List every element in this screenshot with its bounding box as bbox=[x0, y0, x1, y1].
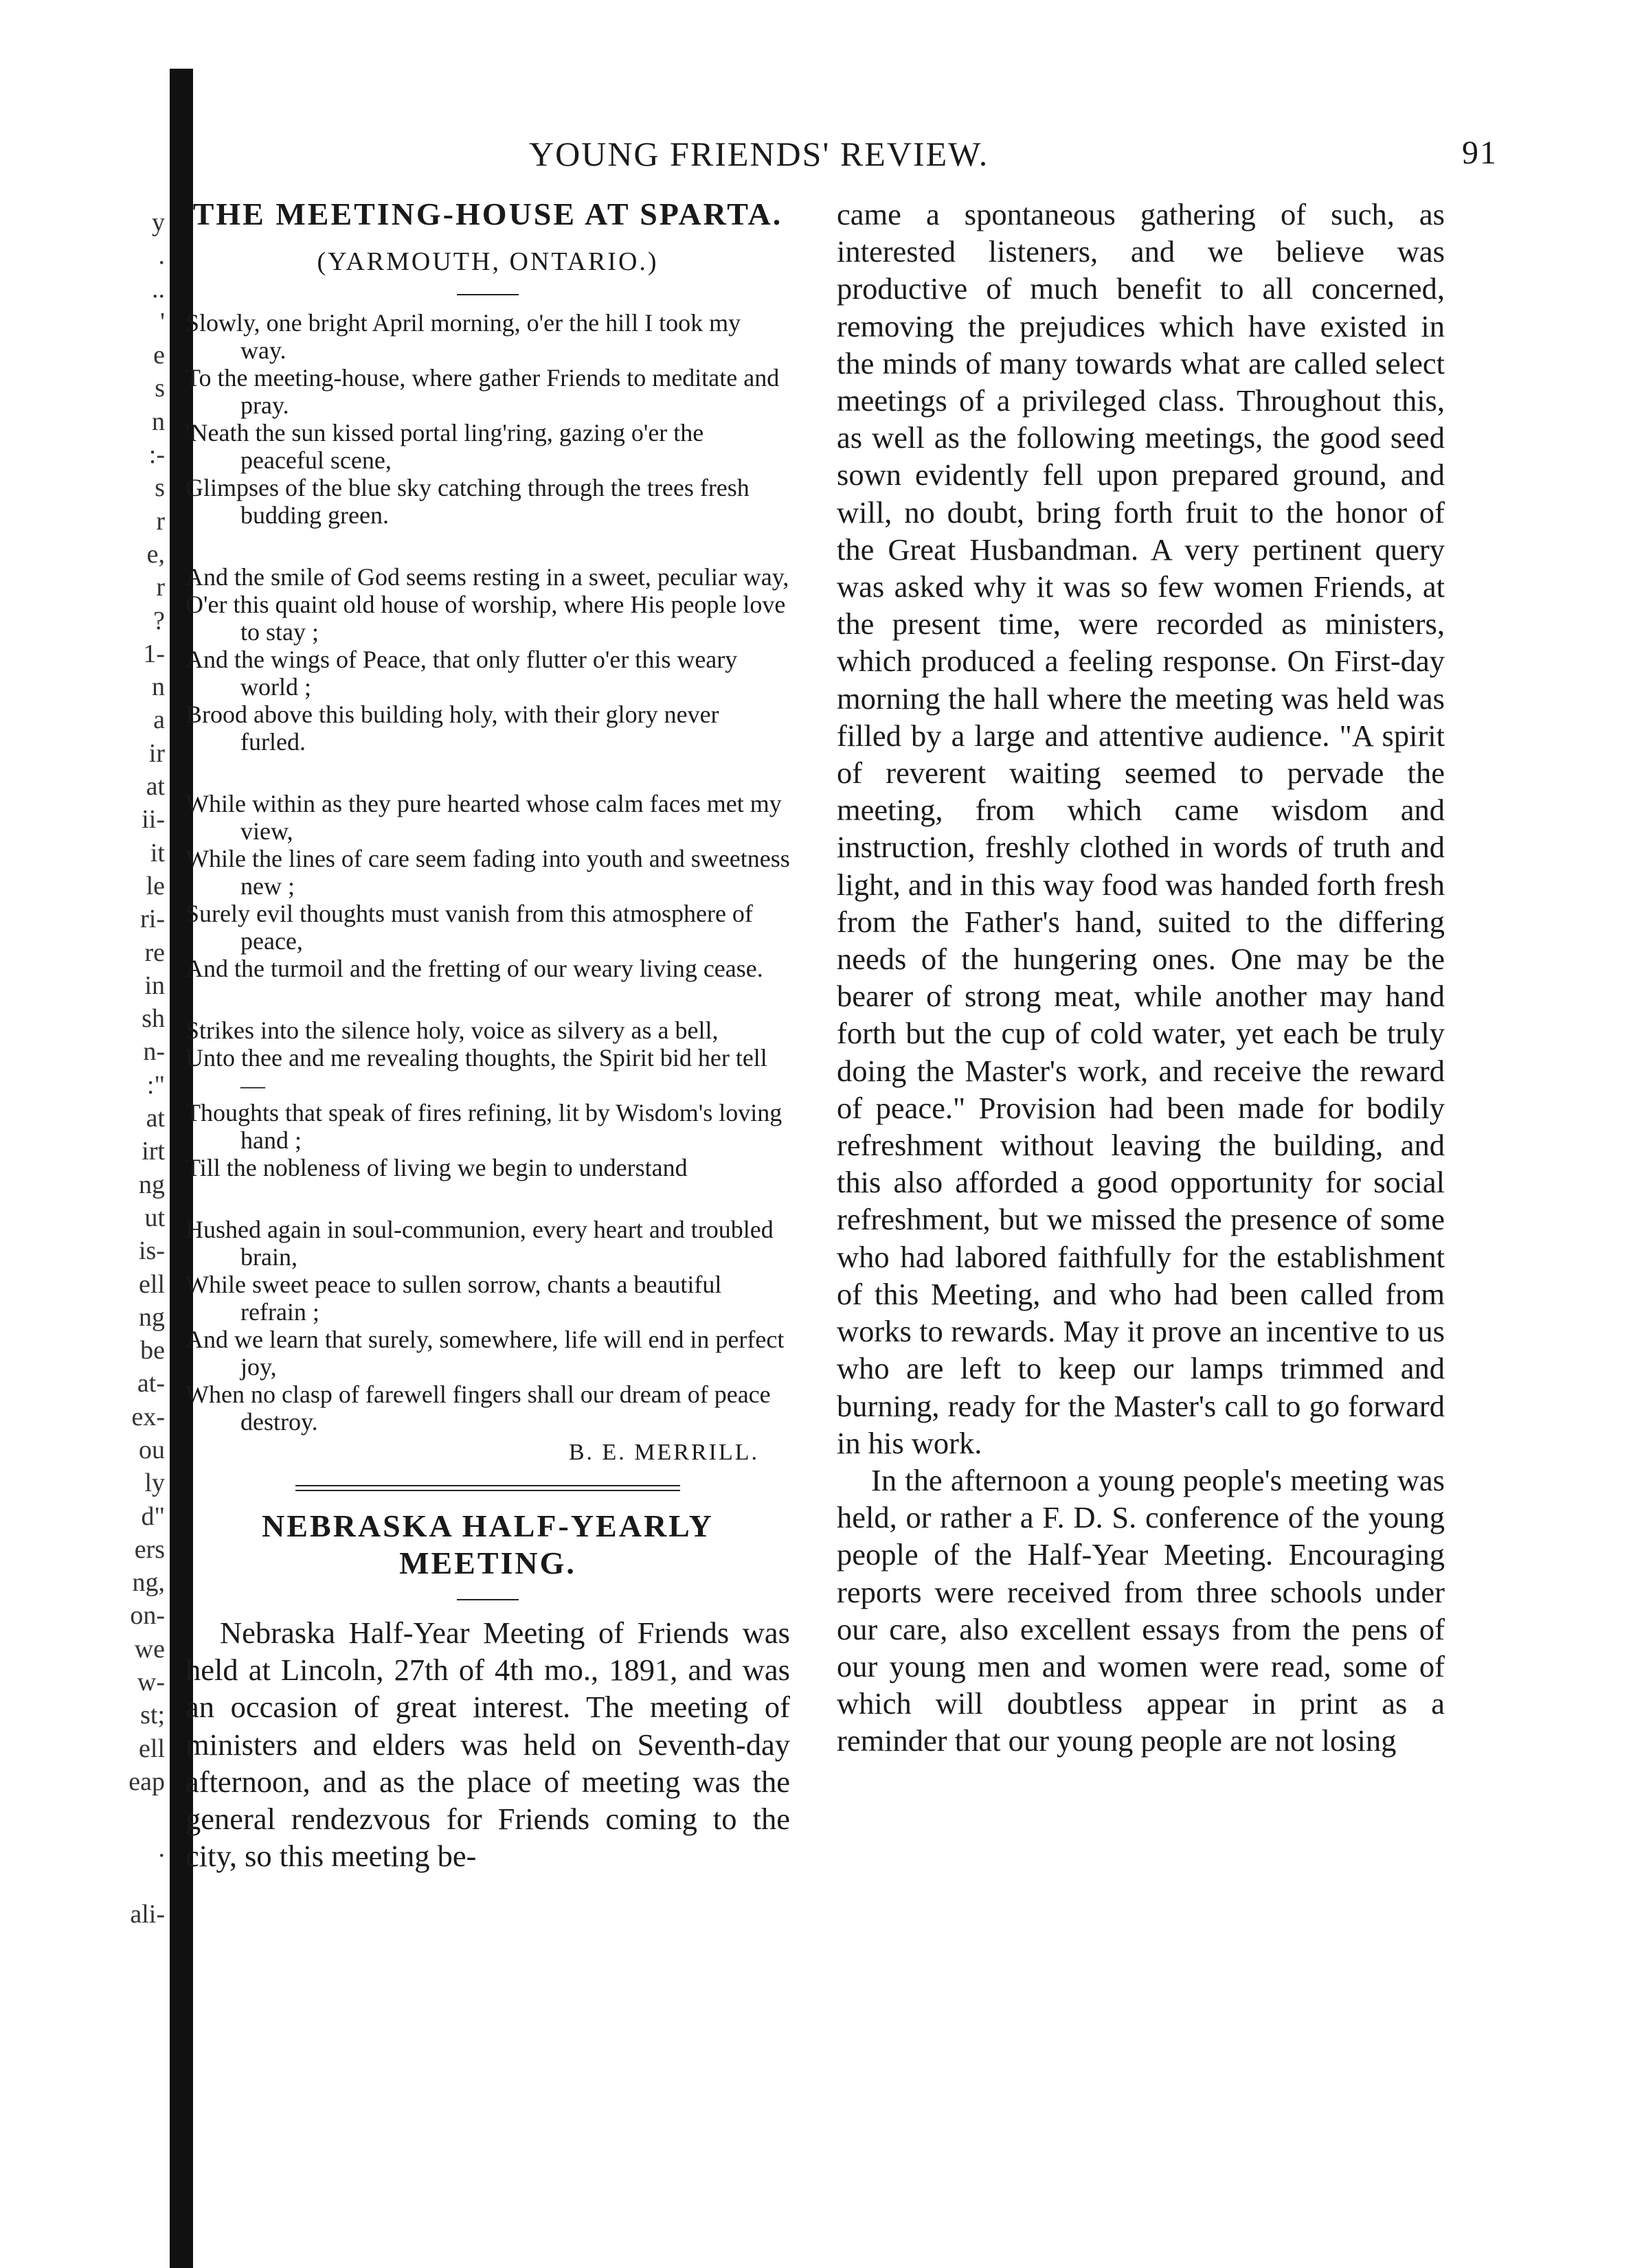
margin-fragment: .. bbox=[152, 274, 165, 304]
margin-fragment: s bbox=[155, 374, 165, 403]
margin-fragment: ut bbox=[144, 1203, 165, 1232]
margin-fragment: le bbox=[146, 871, 165, 900]
margin-fragment: ng bbox=[139, 1302, 165, 1332]
poem-stanza bbox=[185, 1017, 790, 1181]
margin-fragment: a bbox=[153, 705, 165, 735]
poem-line: While within as they pure hearted whose calm faces met my view, bbox=[185, 790, 782, 845]
poem-line: Unto thee and me revealing thoughts, the Spirit bid her tell— bbox=[185, 1044, 767, 1099]
margin-fragment: it bbox=[150, 838, 165, 867]
poem-line: And the smile of God seems resting in a sweet, peculiar way, bbox=[185, 563, 789, 591]
poem-line: Surely evil thoughts must vanish from this atmosphere of peace, bbox=[185, 900, 753, 955]
poem-line: 'Neath the sun kissed portal ling'ring, gazing o'er the peaceful scene, bbox=[185, 419, 704, 474]
poem-line: Slowly, one bright April morning, o'er the hill I took my way. bbox=[185, 309, 741, 364]
margin-fragment: r bbox=[156, 573, 165, 602]
page-header bbox=[192, 134, 1498, 182]
margin-fragment: n bbox=[152, 672, 165, 702]
margin-fragment: eap bbox=[128, 1767, 165, 1796]
margin-fragment: at bbox=[146, 772, 165, 802]
margin-fragment: d" bbox=[141, 1501, 165, 1531]
article-title-rule bbox=[457, 1599, 519, 1600]
article-paragraph-left: Nebraska Half-Year Meeting of Friends was held at Lincoln, 27th of 4th mo., 1891, and was an occasion of great interest. The meeting of ministers and elders was held on Seventh-day afternoon, and as the place of meeting was the general rendezvous for Friends coming to the city, so this meeting be- bbox=[185, 1615, 790, 1874]
margin-fragment: ell bbox=[139, 1269, 165, 1299]
margin-fragment: ' bbox=[160, 307, 165, 337]
margin-fragment: :- bbox=[148, 440, 165, 470]
margin-fragment: e bbox=[153, 341, 165, 370]
margin-fragment: . bbox=[158, 241, 165, 271]
margin-fragment: at- bbox=[137, 1369, 165, 1398]
margin-fragment: ell bbox=[139, 1734, 165, 1763]
margin-fragment: ri- bbox=[140, 905, 165, 934]
section-divider bbox=[295, 1485, 680, 1491]
poem-line: And we learn that surely, somewhere, life will end in perfect joy, bbox=[185, 1326, 785, 1381]
margin-fragment: at bbox=[146, 1104, 165, 1133]
margin-fragment: n- bbox=[143, 1037, 165, 1067]
margin-fragment: ? bbox=[153, 606, 165, 635]
right-column bbox=[837, 196, 1445, 1760]
poem-author: B. E. MERRILL. bbox=[568, 1440, 759, 1465]
margin-fragment: s bbox=[155, 473, 165, 503]
poem-line: When no clasp of farewell fingers shall our dream of peace destroy. bbox=[185, 1381, 771, 1436]
margin-fragment: ii- bbox=[142, 805, 165, 835]
poem-line: Glimpses of the blue sky catching through the trees fresh budding green. bbox=[185, 474, 750, 529]
page-number: 91 bbox=[1462, 135, 1498, 171]
margin-fragment: be bbox=[140, 1336, 165, 1365]
article-paragraph-right-1: came a spontaneous gathering of such, as interested listeners, and we believe was productive of much benefit to all concerned, removing the prejudices which have existed in the minds of many towards what are called select meetings of a privileged class. Throughout this, as well as the following meetings, the good seed sown evidently fell upon prepared ground, and will, no doubt, bring forth fruit to the honor of the Great Husbandman. A very pertinent query was asked why it was so few women Friends, at the present time, were recorded as ministers, which produced a feeling response. On First-day morning the hall where the meeting was held was filled by a large and attentive audience. "A spirit of reverent waiting seemed to pervade the meeting, from which came wisdom and instruction, freshly clothed in words of truth and light, and in this way food was handed forth fresh from the Father's hand, suited to the differing needs of the hungering ones. One may be the bearer of strong meat, while another may hand forth but the cup of cold water, yet each be truly doing the Master's work, and receive the reward of peace." Provision had been made for bodily refreshment without leaving the building, and this also afforded a good opportunity for social refreshment, but we missed the presence of some who had labored faithfully for the establishment of this Meeting, and who had been called from works to rewards. May it prove an incentive to us who are left to keep our lamps trimmed and burning, ready for the Master's call to go forward in his work. bbox=[837, 197, 1445, 1460]
poem-line: And the wings of Peace, that only flutter o'er this weary world ; bbox=[185, 646, 738, 701]
margin-fragment bbox=[0, 1798, 165, 1831]
title-rule bbox=[457, 294, 519, 295]
poem-line: Thoughts that speak of fires refining, lit by Wisdom's loving hand ; bbox=[185, 1099, 782, 1154]
margin-fragment: ou bbox=[139, 1435, 165, 1464]
margin-fragment: st; bbox=[140, 1701, 165, 1730]
left-column bbox=[185, 196, 790, 1874]
poem-line: And the turmoil and the fretting of our weary living cease. bbox=[185, 955, 763, 982]
margin-fragment: 1- bbox=[143, 639, 165, 668]
poem-line: O'er this quaint old house of worship, where His people love to stay ; bbox=[185, 591, 786, 646]
poem-line: Hushed again in soul-communion, every heart and troubled brain, bbox=[185, 1216, 774, 1271]
margin-fragment: we bbox=[134, 1634, 165, 1664]
margin-fragment: is- bbox=[139, 1236, 165, 1266]
margin-fragment: ly bbox=[144, 1468, 165, 1498]
poem-stanza bbox=[185, 563, 790, 756]
margin-fragment: w- bbox=[137, 1668, 165, 1697]
poem-stanza bbox=[185, 309, 790, 529]
margin-fragment: ex- bbox=[131, 1402, 165, 1431]
margin-fragment: irt bbox=[142, 1137, 165, 1166]
article-paragraph-right-2: In the afternoon a young people's meeting was held, or rather a F. D. S. conference of the young people of the Half-Year Meeting. Encouraging reports were received from three schools under our care, also excellent essays from the pens of our young men and women were read, some of which will doubtless appear in print as a reminder that our young people are not losing bbox=[837, 1462, 1445, 1758]
poem-body bbox=[185, 309, 790, 1436]
margin-fragment: . bbox=[158, 1833, 165, 1863]
margin-fragment: r bbox=[156, 506, 165, 536]
margin-fragment: in bbox=[144, 971, 165, 1000]
margin-fragment: on- bbox=[130, 1601, 165, 1631]
article-title: NEBRASKA HALF-YEARLY MEETING. bbox=[262, 1508, 714, 1580]
poem-line: Till the nobleness of living we begin to understand bbox=[185, 1154, 688, 1181]
margin-fragment: ir bbox=[148, 738, 165, 768]
poem-line: Strikes into the silence holy, voice as silvery as a bell, bbox=[185, 1017, 719, 1044]
margin-fragment: :" bbox=[146, 1070, 165, 1100]
poem-subtitle: (YARMOUTH, ONTARIO.) bbox=[317, 247, 659, 276]
margin-fragment: re bbox=[144, 938, 165, 967]
poem-line: Brood above this building holy, with their glory never furled. bbox=[185, 701, 719, 756]
poem-line: While the lines of care seem fading into youth and sweetness new ; bbox=[185, 845, 790, 900]
margin-fragment: n bbox=[152, 407, 165, 436]
margin-fragment: ers bbox=[134, 1534, 165, 1564]
margin-fragment: sh bbox=[142, 1004, 165, 1034]
poem-stanza bbox=[185, 1216, 790, 1436]
margin-fragment: ng, bbox=[132, 1568, 165, 1598]
margin-fragment: ali- bbox=[130, 1900, 165, 1929]
poem-line: To the meeting-house, where gather Friends to meditate and pray. bbox=[185, 364, 780, 419]
poem-stanza bbox=[185, 790, 790, 982]
margin-fragment: ng bbox=[139, 1170, 165, 1199]
poem-title: THE MEETING-HOUSE AT SPARTA. bbox=[192, 196, 783, 231]
poem-line: While sweet peace to sullen sorrow, chants a beautiful refrain ; bbox=[185, 1271, 722, 1326]
margin-fragment: y bbox=[152, 208, 165, 237]
margin-fragment bbox=[0, 1865, 165, 1898]
running-head: YOUNG FRIENDS' REVIEW. bbox=[529, 135, 989, 173]
margin-fragment: e, bbox=[146, 539, 165, 569]
adjacent-page-margin-fragments bbox=[0, 206, 165, 2198]
